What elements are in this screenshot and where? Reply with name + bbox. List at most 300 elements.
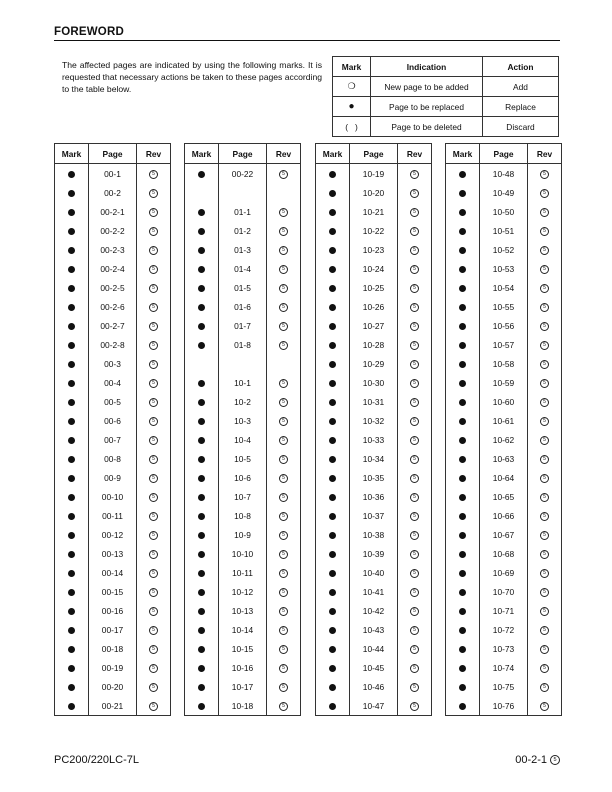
revision-symbol-icon: 5 [149, 664, 158, 673]
replace-mark-icon [68, 323, 75, 330]
page-cell: 10-26 [350, 297, 398, 316]
replace-mark-icon [329, 703, 336, 710]
revision-symbol-icon: 5 [279, 265, 288, 274]
page-cell: 10-50 [480, 202, 528, 221]
replace-mark-icon [329, 228, 336, 235]
page-cell: 00-7 [89, 430, 137, 449]
table-row [316, 411, 432, 430]
table-row [55, 506, 171, 525]
mark-cell [446, 316, 480, 335]
table-row [185, 221, 301, 240]
rev-cell [398, 297, 432, 316]
page-cell: 10-69 [480, 563, 528, 582]
table-row [446, 506, 562, 525]
replace-mark-icon [459, 285, 466, 292]
mark-cell [316, 164, 350, 184]
table-row [446, 373, 562, 392]
rev-cell [137, 658, 171, 677]
mark-cell [185, 639, 219, 658]
rev-cell [137, 620, 171, 639]
page-cell: 10-13 [219, 601, 267, 620]
mark-cell [316, 639, 350, 658]
rev-cell [398, 164, 432, 184]
mark-cell [55, 335, 89, 354]
rev-cell [267, 544, 301, 563]
revision-symbol-icon: 5 [540, 379, 549, 388]
revision-symbol-icon: 5 [279, 208, 288, 217]
rev-cell [528, 582, 562, 601]
replace-mark-icon [459, 418, 466, 425]
table-row [446, 411, 562, 430]
rev-cell [528, 601, 562, 620]
page-cell: 10-39 [350, 544, 398, 563]
page-cell: 00-1 [89, 164, 137, 184]
page-list-table [445, 143, 562, 716]
table-row [446, 278, 562, 297]
page-cell: 10-22 [350, 221, 398, 240]
revision-symbol-icon: 5 [279, 341, 288, 350]
revision-symbol-icon: 5 [279, 683, 288, 692]
mark-cell [316, 468, 350, 487]
mark-cell [185, 202, 219, 221]
replace-mark-icon [198, 228, 205, 235]
revision-symbol-icon: 5 [149, 322, 158, 331]
mark-cell [55, 639, 89, 658]
page-cell: 00-4 [89, 373, 137, 392]
replace-mark-icon [459, 190, 466, 197]
replace-mark-icon [68, 608, 75, 615]
page-cell: 10-42 [350, 601, 398, 620]
mark-cell [446, 411, 480, 430]
replace-mark-icon [198, 665, 205, 672]
rev-cell [528, 487, 562, 506]
table-row [55, 696, 171, 716]
revision-symbol-icon: 5 [149, 512, 158, 521]
mark-cell [316, 677, 350, 696]
rev-cell [267, 563, 301, 582]
filled-circle-icon: ● [333, 97, 371, 117]
replace-mark-icon [459, 627, 466, 634]
replace-mark-icon [198, 532, 205, 539]
open-circle-icon: ❍ [333, 77, 371, 97]
revision-symbol-icon: 5 [540, 569, 549, 578]
page-cell: 10-60 [480, 392, 528, 411]
replace-mark-icon [329, 475, 336, 482]
replace-mark-icon [68, 589, 75, 596]
replace-mark-icon [329, 266, 336, 273]
table-row [185, 335, 301, 354]
rev-cell [267, 639, 301, 658]
page-cell: 00-17 [89, 620, 137, 639]
rev-cell [137, 696, 171, 716]
table-row [185, 183, 301, 202]
mark-cell [316, 278, 350, 297]
mark-cell [55, 221, 89, 240]
table-row [185, 411, 301, 430]
mark-cell [185, 677, 219, 696]
table-row [316, 506, 432, 525]
legend-indication: New page to be added [371, 77, 483, 97]
mark-cell [446, 582, 480, 601]
mark-cell [55, 544, 89, 563]
revision-symbol-icon: 5 [149, 303, 158, 312]
header-page: Page [89, 144, 137, 164]
revision-symbol-icon: 5 [410, 303, 419, 312]
page-cell: 10-45 [350, 658, 398, 677]
page-cell: 10-10 [219, 544, 267, 563]
revision-symbol-icon: 5 [550, 755, 560, 765]
rev-cell [267, 316, 301, 335]
table-row [185, 506, 301, 525]
replace-mark-icon [459, 665, 466, 672]
page-cell: 10-33 [350, 430, 398, 449]
rev-cell [528, 316, 562, 335]
replace-mark-icon [329, 418, 336, 425]
rev-cell [398, 620, 432, 639]
intro-paragraph: The affected pages are indicated by using the following marks. It is requested that necessary actions be taken to these pages according to the table below. [62, 60, 322, 94]
mark-cell [185, 506, 219, 525]
table-row [446, 202, 562, 221]
mark-cell [446, 449, 480, 468]
page-cell: 10-61 [480, 411, 528, 430]
mark-cell [446, 677, 480, 696]
replace-mark-icon [329, 494, 336, 501]
replace-mark-icon [459, 589, 466, 596]
replace-mark-icon [198, 646, 205, 653]
replace-mark-icon [459, 570, 466, 577]
revision-symbol-icon: 5 [410, 227, 419, 236]
replace-mark-icon [329, 456, 336, 463]
replace-mark-icon [198, 608, 205, 615]
page-cell: 10-49 [480, 183, 528, 202]
legend-header-row [333, 57, 559, 77]
table-row [55, 240, 171, 259]
replace-mark-icon [459, 646, 466, 653]
mark-cell [185, 449, 219, 468]
table-row [316, 183, 432, 202]
rev-cell [267, 411, 301, 430]
page-cell: 10-67 [480, 525, 528, 544]
revision-symbol-icon: 5 [279, 322, 288, 331]
mark-cell [316, 525, 350, 544]
rev-cell [267, 677, 301, 696]
table-row [55, 677, 171, 696]
replace-mark-icon [459, 437, 466, 444]
page-cell: 10-19 [350, 164, 398, 184]
rev-cell [267, 601, 301, 620]
table-row [185, 316, 301, 335]
page-cell: 00-12 [89, 525, 137, 544]
rev-cell [398, 601, 432, 620]
mark-cell [446, 468, 480, 487]
table-row [55, 449, 171, 468]
page-cell: 00-6 [89, 411, 137, 430]
mark-cell [185, 183, 219, 202]
rev-cell [267, 183, 301, 202]
rev-cell [398, 563, 432, 582]
mark-cell [446, 354, 480, 373]
replace-mark-icon [198, 209, 205, 216]
table-row [316, 620, 432, 639]
rev-cell [267, 696, 301, 716]
revision-symbol-icon: 5 [410, 664, 419, 673]
revision-symbol-icon: 5 [149, 626, 158, 635]
page-cell: 10-15 [219, 639, 267, 658]
page-cell: 10-55 [480, 297, 528, 316]
rev-cell [267, 278, 301, 297]
replace-mark-icon [68, 456, 75, 463]
page-cell: 00-20 [89, 677, 137, 696]
rev-cell [398, 411, 432, 430]
rev-cell [528, 544, 562, 563]
rev-cell [137, 354, 171, 373]
revision-symbol-icon: 5 [279, 284, 288, 293]
revision-symbol-icon: 5 [149, 360, 158, 369]
mark-cell [185, 468, 219, 487]
revision-symbol-icon: 5 [149, 208, 158, 217]
revision-symbol-icon: 5 [540, 550, 549, 559]
rev-cell [137, 316, 171, 335]
revision-symbol-icon: 5 [540, 265, 549, 274]
rev-cell [398, 278, 432, 297]
header-mark: Mark [316, 144, 350, 164]
mark-cell [55, 259, 89, 278]
replace-mark-icon [68, 418, 75, 425]
table-row [316, 487, 432, 506]
revision-symbol-icon: 5 [540, 284, 549, 293]
revision-symbol-icon: 5 [410, 246, 419, 255]
replace-mark-icon [329, 304, 336, 311]
rev-cell [398, 582, 432, 601]
revision-symbol-icon: 5 [279, 417, 288, 426]
rev-cell [398, 202, 432, 221]
rev-cell [267, 259, 301, 278]
revision-symbol-icon: 5 [279, 550, 288, 559]
page-cell: 10-18 [219, 696, 267, 716]
legend-header-mark: Mark [333, 57, 371, 77]
revision-symbol-icon: 5 [149, 265, 158, 274]
revision-symbol-icon: 5 [149, 645, 158, 654]
rev-cell [137, 544, 171, 563]
page-cell: 10-74 [480, 658, 528, 677]
page-cell: 10-40 [350, 563, 398, 582]
page-list-table [54, 143, 171, 716]
replace-mark-icon [198, 494, 205, 501]
table-row [446, 259, 562, 278]
revision-symbol-icon: 5 [149, 702, 158, 711]
page-cell: 10-48 [480, 164, 528, 184]
rev-cell [528, 696, 562, 716]
revision-symbol-icon: 5 [149, 569, 158, 578]
rev-cell [398, 525, 432, 544]
rev-cell [398, 487, 432, 506]
revision-symbol-icon: 5 [540, 322, 549, 331]
header-rev: Rev [398, 144, 432, 164]
page-list-table [184, 143, 301, 716]
replace-mark-icon [329, 190, 336, 197]
replace-mark-icon [198, 266, 205, 273]
revision-symbol-icon: 5 [410, 170, 419, 179]
table-row [185, 202, 301, 221]
mark-cell [55, 297, 89, 316]
table-row [446, 297, 562, 316]
revision-symbol-icon: 5 [410, 531, 419, 540]
rev-cell [137, 525, 171, 544]
replace-mark-icon [329, 171, 336, 178]
page-cell: 00-15 [89, 582, 137, 601]
table-row [316, 354, 432, 373]
table-row [316, 221, 432, 240]
rev-cell [137, 297, 171, 316]
rev-cell [267, 430, 301, 449]
rev-cell [137, 430, 171, 449]
legend-header-indication: Indication [371, 57, 483, 77]
page-cell: 10-65 [480, 487, 528, 506]
rev-cell [267, 373, 301, 392]
mark-cell [316, 487, 350, 506]
revision-symbol-icon: 5 [540, 702, 549, 711]
replace-mark-icon [329, 399, 336, 406]
mark-cell [55, 601, 89, 620]
rev-cell [137, 449, 171, 468]
mark-cell [316, 335, 350, 354]
replace-mark-icon [68, 361, 75, 368]
page-cell: 10-24 [350, 259, 398, 278]
rev-cell [528, 373, 562, 392]
table-row [55, 392, 171, 411]
page-cell: 10-25 [350, 278, 398, 297]
revision-symbol-icon: 5 [149, 189, 158, 198]
replace-mark-icon [459, 228, 466, 235]
table-row [446, 677, 562, 696]
page-cell: 10-21 [350, 202, 398, 221]
revision-symbol-icon: 5 [410, 189, 419, 198]
replace-mark-icon [198, 437, 205, 444]
revision-symbol-icon: 5 [279, 664, 288, 673]
mark-cell [316, 354, 350, 373]
table-row [316, 696, 432, 716]
replace-mark-icon [68, 475, 75, 482]
mark-cell [316, 202, 350, 221]
replace-mark-icon [459, 266, 466, 273]
replace-mark-icon [198, 627, 205, 634]
rev-cell [528, 468, 562, 487]
table-row [185, 582, 301, 601]
mark-cell [55, 620, 89, 639]
header-rev: Rev [137, 144, 171, 164]
table-row [185, 525, 301, 544]
page-cell: 00-21 [89, 696, 137, 716]
rev-cell [528, 449, 562, 468]
page-cell: 10-58 [480, 354, 528, 373]
rev-cell [137, 221, 171, 240]
page-cell: 00-16 [89, 601, 137, 620]
revision-symbol-icon: 5 [279, 455, 288, 464]
page-cell: 10-9 [219, 525, 267, 544]
table-row [316, 525, 432, 544]
rev-cell [398, 696, 432, 716]
mark-cell [446, 240, 480, 259]
page-cell: 10-52 [480, 240, 528, 259]
revision-symbol-icon: 5 [410, 588, 419, 597]
replace-mark-icon [198, 399, 205, 406]
page-cell: 10-2 [219, 392, 267, 411]
page-cell: 00-2-8 [89, 335, 137, 354]
mark-cell [185, 278, 219, 297]
page-cell: 00-11 [89, 506, 137, 525]
legend-header-action: Action [483, 57, 559, 77]
rev-cell [398, 259, 432, 278]
mark-cell [316, 449, 350, 468]
revision-symbol-icon: 5 [279, 398, 288, 407]
page-cell: 10-34 [350, 449, 398, 468]
mark-cell [55, 658, 89, 677]
mark-cell [55, 373, 89, 392]
page-cell: 01-2 [219, 221, 267, 240]
page-cell: 01-7 [219, 316, 267, 335]
mark-cell [185, 411, 219, 430]
table-row [185, 601, 301, 620]
footer-model: PC200/220LC-7L [54, 754, 140, 766]
rev-cell [528, 183, 562, 202]
revision-symbol-icon: 5 [279, 626, 288, 635]
rev-cell [137, 677, 171, 696]
page-cell: 10-30 [350, 373, 398, 392]
mark-cell [185, 525, 219, 544]
page-cell: 10-3 [219, 411, 267, 430]
mark-cell [446, 506, 480, 525]
table-row [446, 392, 562, 411]
mark-cell [446, 696, 480, 716]
mark-cell [446, 221, 480, 240]
rev-cell [137, 259, 171, 278]
mark-cell [446, 392, 480, 411]
replace-mark-icon [329, 646, 336, 653]
page-cell: 10-27 [350, 316, 398, 335]
rev-cell [528, 202, 562, 221]
table-row [55, 297, 171, 316]
revision-symbol-icon: 5 [410, 208, 419, 217]
rev-cell [398, 335, 432, 354]
table-row [55, 183, 171, 202]
replace-mark-icon [459, 247, 466, 254]
page-cell: 10-73 [480, 639, 528, 658]
replace-mark-icon [329, 247, 336, 254]
table-row [185, 449, 301, 468]
mark-cell [55, 582, 89, 601]
replace-mark-icon [198, 285, 205, 292]
mark-cell [446, 259, 480, 278]
revision-symbol-icon: 5 [410, 626, 419, 635]
table-row [55, 278, 171, 297]
rev-cell [267, 506, 301, 525]
replace-mark-icon [68, 380, 75, 387]
replace-mark-icon [198, 551, 205, 558]
footer-page-label: 00-2-1 [515, 754, 547, 766]
page-cell: 10-12 [219, 582, 267, 601]
revision-symbol-icon: 5 [149, 417, 158, 426]
replace-mark-icon [198, 684, 205, 691]
mark-cell [55, 468, 89, 487]
mark-cell [446, 297, 480, 316]
table-row [446, 183, 562, 202]
table-row [446, 563, 562, 582]
replace-mark-icon [329, 551, 336, 558]
revision-symbol-icon: 5 [540, 398, 549, 407]
rev-cell [528, 392, 562, 411]
revision-symbol-icon: 5 [149, 607, 158, 616]
table-row [185, 278, 301, 297]
